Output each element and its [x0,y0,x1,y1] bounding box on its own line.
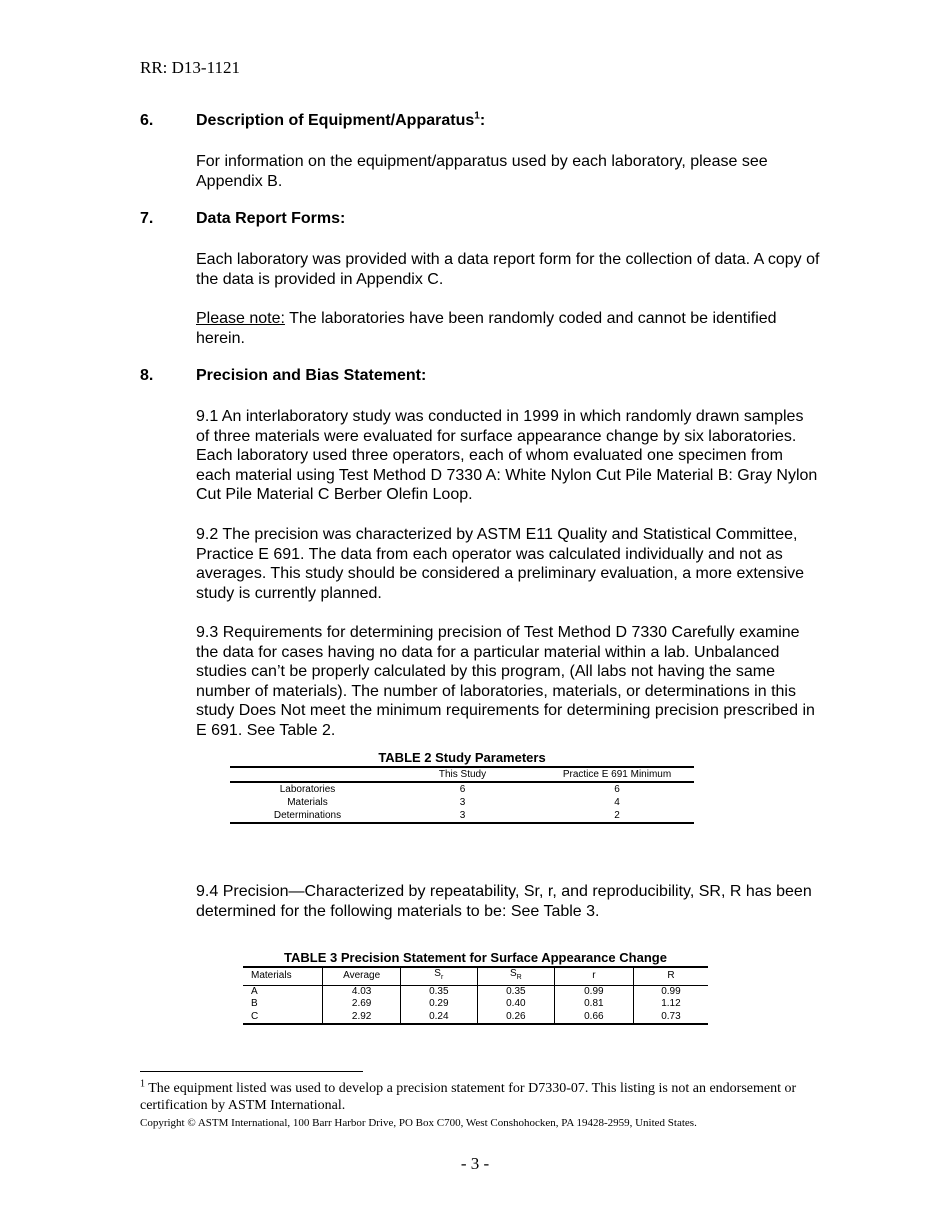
table-2-cell: Determinations [273,810,342,821]
table-row [230,809,694,823]
table-2-header-this-study: This Study [438,769,487,780]
table-2-cell: 6 [614,784,620,795]
table-2-cell: Laboratories [279,784,336,795]
paragraph-9-2: 9.2 The precision was characterized by ASTM E11 Quality and Statistical Committee, Practice E 691. The data from each operator was calculated individually and not as averages. This study should be considered a preliminary evaluation, a more extensive study is currently planned. [196,526,805,602]
section-6-title-suffix: : [479,112,486,129]
table-3-header-SR-base: S [509,968,517,979]
table-3-precision-statement [243,966,708,1025]
footnote-marker: 1 [140,1078,145,1090]
table-3-header-materials: Materials [243,967,323,985]
table-row [230,782,694,796]
footnote [140,1080,800,1114]
section-7-title: Data Report Forms: [196,210,346,227]
table-row [243,1011,708,1025]
table-3-cell: 1.12 [661,998,681,1009]
table-3-header-R: R [667,970,675,981]
table-2-cell: 4 [614,797,620,808]
section-7-body: Each laboratory was provided with a data report form for the collection of data. A copy of the data is provided in Appendix C. [196,251,820,288]
table-3-header-sr-base: S [434,968,441,979]
table-row [243,998,708,1011]
section-6-body: For information on the equipment/apparatus used by each laboratory, please see Appendix B. [196,153,768,190]
section-8-number: 8. [140,367,154,384]
table-2-header-e691-minimum: Practice E 691 Minimum [562,769,672,780]
table-2-cell: 2 [614,810,620,821]
paragraph-9-3: 9.3 Requirements for determining precision of Test Method D 7330 Carefully examine the data for cases having no data for a particular material within a lab. Unbalanced studies can’t be properly calculated by this program, (All labs not having the same number of materials). The number of laboratories, materials, or determinations in this study Does Not meet the minimum requirements for determining precision prescribed in E 691. See Table 2. [196,624,815,739]
section-8-title: Precision and Bias Statement: [196,367,427,384]
table-2-cell: 6 [459,784,466,795]
table-3-cell: 0.35 [400,985,477,998]
table-3-cell: 0.35 [477,985,554,998]
table-3-header-sr-sub: r [440,974,444,981]
table-3-caption: TABLE 3 Precision Statement for Surface Appearance Change [284,950,667,965]
table-3-cell: 0.73 [661,1010,681,1022]
table-3-cell: 0.99 [554,985,633,998]
table-3-header-SR [477,967,554,985]
table-3-header-average: Average [323,967,400,985]
paragraph-9-4: 9.4 Precision—Characterized by repeatability, Sr, r, and reproducibility, SR, R has been determined for the following materials to be: See Table 3. [196,883,812,920]
report-id-header: RR: D13-1121 [140,58,240,77]
table-2-caption: TABLE 2 Study Parameters [378,750,546,765]
table-3-cell: 0.29 [400,998,477,1011]
section-6-title-text: Description of Equipment/Apparatus [196,112,475,129]
table-2-header-row [230,767,694,782]
table-3-cell: C [243,1011,323,1025]
footnote-text: The equipment listed was used to develop a precision statement for D7330-07. This listing is not an endorsement or certification by ASTM International. [140,1081,797,1113]
table-3-header-row [243,967,708,985]
table-3-header-sr [400,967,477,985]
table-2-cell: Materials [287,797,328,808]
table-2-cell: 3 [459,797,466,808]
table-3-cell: 4.03 [323,985,400,998]
copyright-notice: Copyright © ASTM International, 100 Barr Harbor Drive, PO Box C700, West Conshohocken, PA 19428-2959, United States. [140,1117,697,1129]
table-2-cell: 3 [459,810,466,821]
table-3-header-r: r [554,967,633,985]
table-2-study-parameters [230,766,694,824]
page-number: - 3 - [460,1154,490,1173]
paragraph-9-1: 9.1 An interlaboratory study was conducted in 1999 in which randomly drawn samples of three materials were evaluated for surface appearance change by six laboratories. Each laboratory used three operators, each of whom evaluated one specimen from each material using Test Method D 7330 A: White Nylon Cut Pile Material B: Gray Nylon Cut Pile Material C Berber Olefin Loop. [196,408,818,504]
section-6-footnote-ref: 1 [474,110,480,122]
table-3-cell: B [243,998,323,1011]
table-row [243,985,708,998]
table-3-cell: 2.69 [323,998,400,1011]
table-3-cell: 0.99 [661,985,681,997]
table-3-cell: 0.81 [554,998,633,1011]
table-3-header-SR-sub: R [516,974,522,981]
table-row [230,796,694,809]
section-7-note [196,309,821,348]
please-note-label: Please note: [196,310,285,327]
table-3-cell: A [243,985,323,998]
section-6-title [196,112,485,130]
table-3-cell: 0.26 [477,1011,554,1025]
table-3-cell: 0.24 [400,1011,477,1025]
table-3-cell: 0.40 [477,998,554,1011]
table-3-cell: 0.66 [554,1011,633,1025]
table-2-header-blank [230,767,385,782]
table-3-cell: 2.92 [323,1011,400,1025]
footnote-rule [140,1071,363,1072]
please-note-text: The laboratories have been randomly coded and cannot be identified herein. [196,310,777,347]
section-7-number: 7. [140,210,154,227]
section-6-number: 6. [140,112,154,129]
